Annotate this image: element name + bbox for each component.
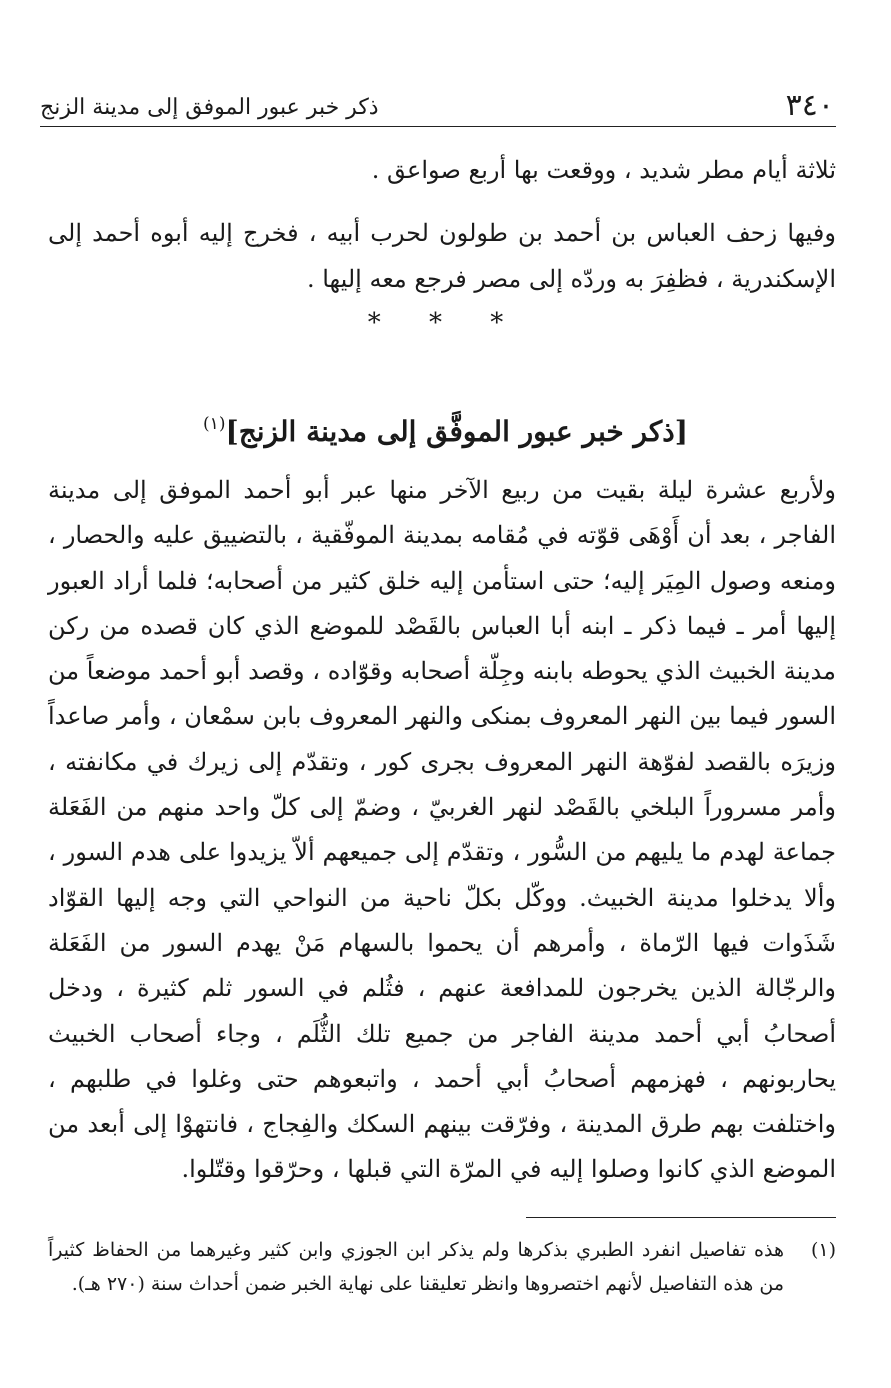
section-separator: * * *	[367, 308, 524, 338]
section-heading-text: [ذكر خبر عبور الموفَّق إلى مدينة الزنج]	[225, 415, 688, 448]
footnote-number: (١)	[810, 1239, 836, 1261]
page-number: ٣٤٠	[785, 88, 834, 123]
footnote-text: هذه تفاصيل انفرد الطبري بذكرها ولم يذكر ابن الجوزي وابن كثير وغيرهما من الحفاظ كثيراً من هذه التفاصيل لأنهم اختصروها وانظر تعليقنا على نهاية الخبر ضمن أحداث سنة (٢٧٠ هـ).	[48, 1239, 784, 1295]
footnote-reference: (١)	[203, 414, 226, 434]
section-heading	[0, 400, 891, 456]
footnote	[48, 1233, 836, 1301]
main-paragraph	[48, 468, 836, 1193]
top-paragraph-text: ثلاثة أيام مطر شديد ، ووقعت بها أربع صواعق .	[371, 156, 836, 184]
second-paragraph-text: وفيها زحف العباس بن أحمد بن طولون لحرب أبيه ، فخرج إليه أبوه أحمد إلى الإسكندرية ، فظفِرَ به وردّه إلى مصر فرجع معه إليها .	[48, 219, 836, 293]
top-paragraph	[48, 148, 836, 192]
main-paragraph-text: ولأربع عشرة ليلة بقيت من ربيع الآخر منها عبر أبو أحمد الموفق إلى مدينة الفاجر ، بعد أن أَوْهَى قوّته في مُقامه بمدينة الموفّقية ، بالتضييق عليه والحصار ، ومنعه وصول المِيَر إليه؛ حتى استأمن إليه خلق كثير من أصحابه؛ فلما أراد العبور إليها أمر ـ فيما ذكر ـ ابنه أبا العباس بالقَصْد للموضع الذي كان قصده من ركن مدينة الخبيث الذي يحوطه بابنه وجِلّة أصحابه وقوّاده ، وقصد أبو أحمد موضعاً من السور فيما بين النهر المعروف بمنكى والنهر المعروف بابن سمْعان ، وأمر صاعداً وزيرَه بالقصد لفوّهة النهر المعروف بجرى كور ، وتقدّم إلى زيرك في مكانفته ، وأمر مسروراً البلخي بالقَصْد لنهر الغربيّ ، وضمّ إلى كلّ واحد منهم من الفَعَلة جماعة لهدم ما يليهم من السُّور ، وتقدّم إلى جميعهم ألاّ يزيدوا على هدم السور ، وألا يدخلوا مدينة الخبيث. ووكّل بكلّ ناحية من النواحي التي وجه إليها القوّاد شَذَوات فيها الرّماة ، وأمرهم أن يحموا بالسهام مَنْ يهدم السور من الفَعَلة والرجّالة الذين يخرجون للمدافعة عنهم ، فثُلم في السور ثلم كثيرة ، ودخل أصحابُ أبي أحمد مدينة الفاجر من جميع تلك الثُّلَم ، وجاء أصحاب الخبيث يحاربونهم ، فهزمهم أصحابُ أبي أحمد ، واتبعوهم حتى وغلوا في طلبهم ، واختلفت بهم طرق المدينة ، وفرّقت بينهم السكك والفِجاج ، فانتهوْا إلى أبعد من الموضع الذي كانوا وصلوا إليه في المرّة التي قبلها ، وحرّقوا وقتّلوا.	[48, 476, 837, 1184]
second-paragraph	[48, 210, 836, 302]
footnote-divider	[526, 1217, 836, 1218]
page-header	[40, 82, 836, 127]
running-title: ذكر خبر عبور الموفق إلى مدينة الزنج	[40, 95, 379, 120]
